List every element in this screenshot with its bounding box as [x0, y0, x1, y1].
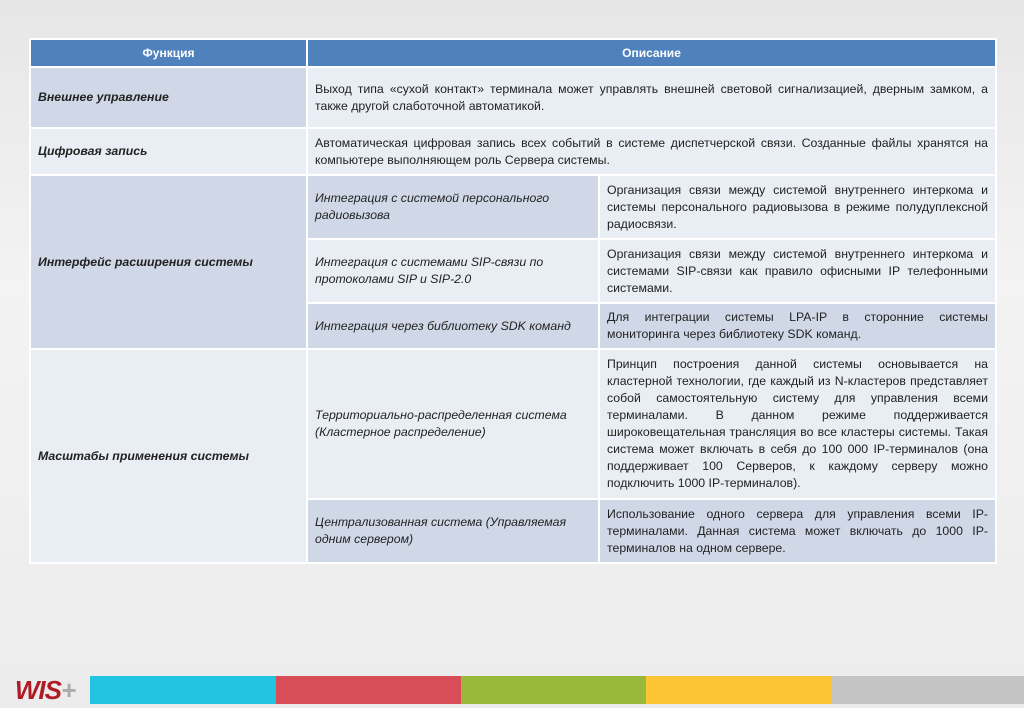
function-table — [29, 38, 997, 564]
sub-description-cell: Организация связи между системой внутреннего интеркома и системы персонального радиовызова в режиме полудуплексной радиосвязи. — [599, 175, 996, 239]
color-stripe-gray — [831, 676, 1024, 704]
color-stripe-yellow — [646, 676, 831, 704]
sub-function-cell: Интеграция через библиотеку SDK команд — [307, 303, 599, 349]
function-cell: Внешнее управление — [30, 67, 307, 128]
color-stripe-green — [461, 676, 646, 704]
header-description: Описание — [307, 39, 996, 67]
sub-function-cell: Интеграция с системами SIP-связи по протоколами SIP и SIP-2.0 — [307, 239, 599, 303]
sub-description-cell: Организация связи между системой внутреннего интеркома и системами SIP-связи как правило офисными IP телефонными системами. — [599, 239, 996, 303]
color-stripe-cyan — [90, 676, 276, 704]
sub-function-cell: Территориально-распределенная система (Кластерное распределение) — [307, 349, 599, 499]
sub-description-cell: Принцип построения данной системы основывается на кластерной технологии, где каждый из N-кластеров представляет собой самостоятельную систему для управления всеми терминалами. В данном режиме поддерживается широковещательная трансляция во все кластеры системы. Такая система может включать в себя до 100 000 IP-терминалов (она поддерживает 100 Серверов, к каждому серверу можно подключить 1000 IP-терминалов). — [599, 349, 996, 499]
description-cell: Автоматическая цифровая запись всех событий в системе диспетчерской связи. Созданные файлы хранятся на компьютере выполняющем роль Сервера системы. — [307, 128, 996, 175]
function-cell: Масштабы применения системы — [30, 349, 307, 563]
wis-logo: WIS + — [14, 674, 76, 705]
sub-function-cell: Централизованная система (Управляемая одним сервером) — [307, 499, 599, 563]
sub-description-cell: Использование одного сервера для управления всеми IP-терминалами. Данная система может включать до 1000 IP-терминалов на одном сервере. — [599, 499, 996, 563]
function-cell: Цифровая запись — [30, 128, 307, 175]
sub-description-cell: Для интеграции системы LPA-IP в сторонние системы мониторинга через библиотеку SDK команд. — [599, 303, 996, 349]
footer-bar — [0, 676, 1024, 704]
color-stripe-red — [276, 676, 461, 704]
description-cell: Выход типа «сухой контакт» терминала может управлять внешней световой сигнализацией, дверным замком, а также другой слаботочной автоматикой. — [307, 67, 996, 128]
header-function: Функция — [30, 39, 307, 67]
sub-function-cell: Интеграция с системой персонального радиовызова — [307, 175, 599, 239]
function-cell: Интерфейс расширения системы — [30, 175, 307, 349]
